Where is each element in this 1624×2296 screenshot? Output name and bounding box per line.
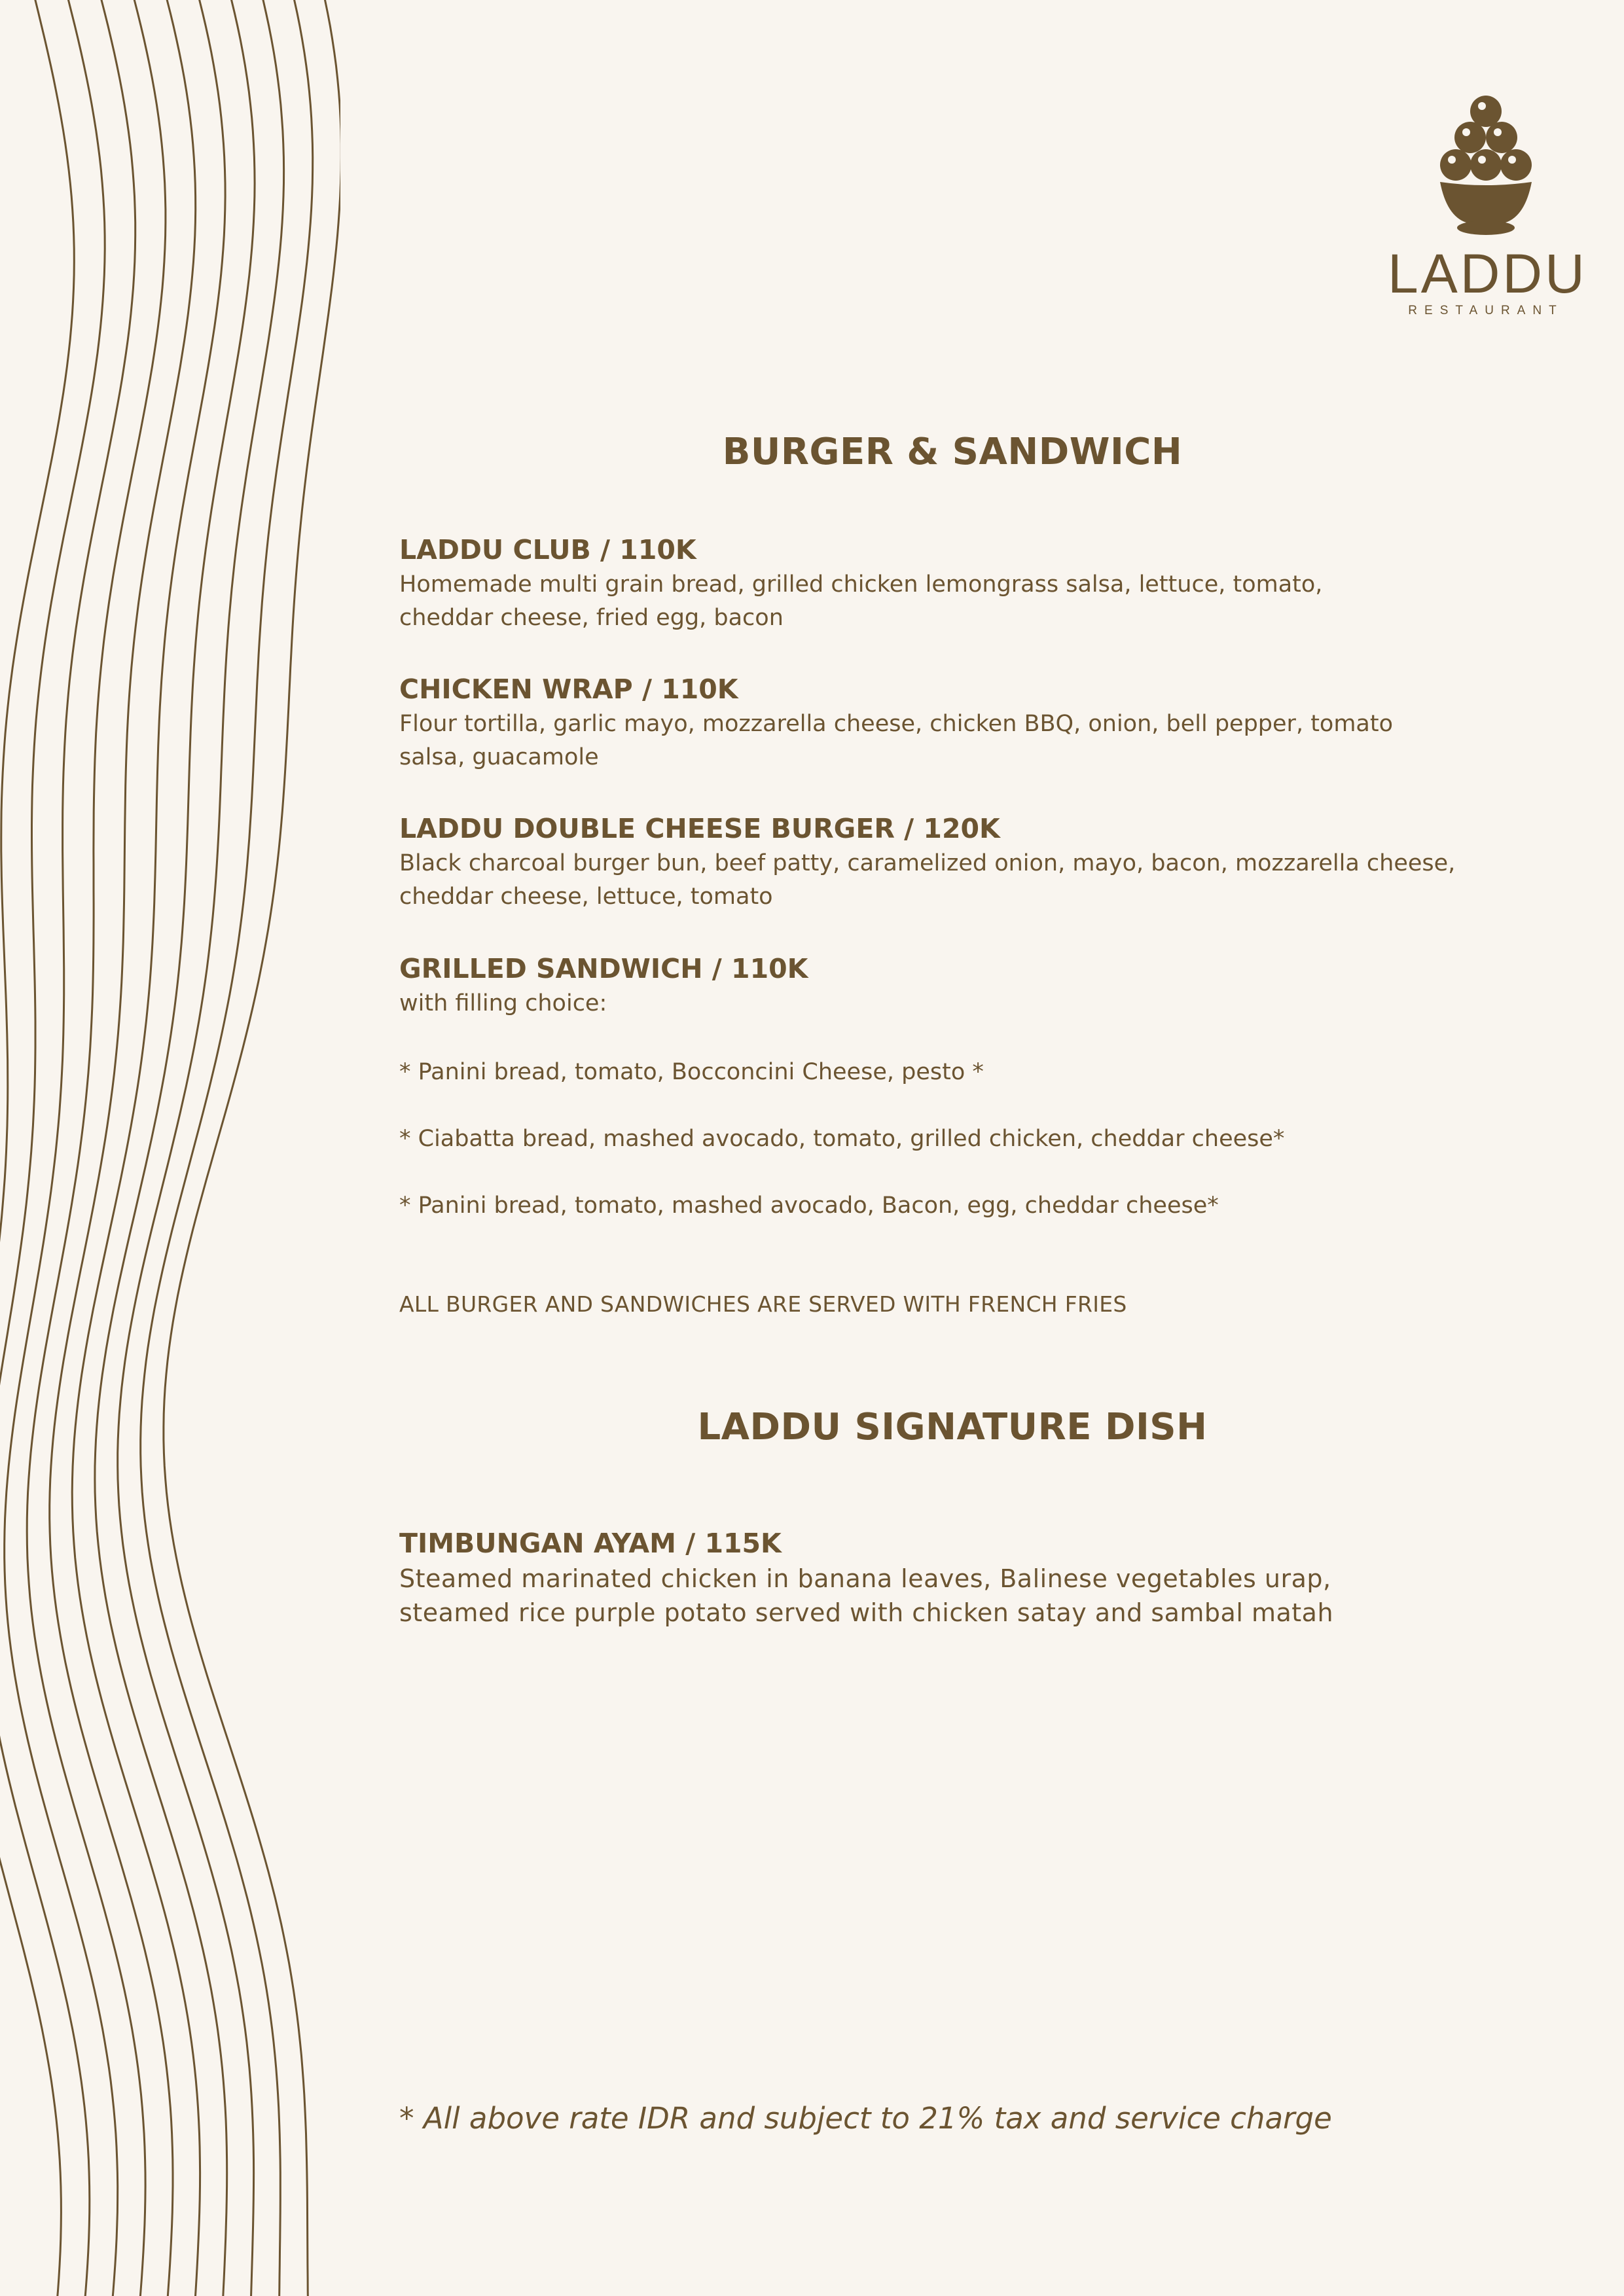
section-title-burger-sandwich: BURGER & SANDWICH [722, 431, 1183, 473]
menu-item-chicken-wrap [399, 671, 1512, 774]
decorative-wave-lines [0, 0, 340, 2296]
menu-item-title: GRILLED SANDWICH / 110K [399, 953, 808, 984]
brand-subtitle: RESTAURANT [1408, 304, 1564, 317]
laddu-logo [1388, 92, 1587, 318]
filling-choice: * Ciabatta bread, mashed avocado, tomato, grilled chicken, cheddar cheese* [399, 1126, 1285, 1152]
wave-line [0, 0, 105, 2296]
menu-item-title: LADDU DOUBLE CHEESE BURGER / 120K [399, 813, 1000, 844]
menu-item-laddu-club [399, 531, 1512, 635]
filling-choice: * Panini bread, tomato, Bocconcini Cheese, pesto * [399, 1059, 984, 1085]
menu-item-description-line: with filling choice: [399, 990, 607, 1016]
tax-footnote: * All above rate IDR and subject to 21% tax and service charge [399, 2101, 1332, 2136]
menu-item-title: LADDU CLUB / 110K [399, 534, 696, 565]
menu-item-double-cheese-burger [399, 810, 1512, 914]
menu-item-title: CHICKEN WRAP / 110K [399, 673, 738, 705]
brand-name: LADDU [1388, 243, 1587, 304]
wave-line [164, 0, 340, 2296]
menu-item-description-line: Flour tortilla, garlic mayo, mozzarella cheese, chicken BBQ, onion, bell pepper, tomato [399, 711, 1394, 737]
filling-choice: * Panini bread, tomato, mashed avocado, Bacon, egg, cheddar cheese* [399, 1193, 1219, 1219]
wave-line [0, 0, 74, 2296]
laddu-bowl-icon [1427, 92, 1545, 242]
menu-item-description-line: steamed rice purple potato served with chicken satay and sambal matah [399, 1598, 1334, 1627]
menu-item-title: TIMBUNGAN AYAM / 115K [399, 1528, 782, 1559]
menu-item-description-line: salsa, guacamole [399, 744, 599, 770]
section-title-signature-dish: LADDU SIGNATURE DISH [697, 1406, 1208, 1448]
menu-item-timbungan-ayam [399, 1525, 1512, 1630]
menu-item-grilled-sandwich [399, 950, 1512, 1020]
menu-item-description-line: cheddar cheese, fried egg, bacon [399, 605, 784, 631]
menu-item-description-line: Black charcoal burger bun, beef patty, caramelized onion, mayo, bacon, mozzarella cheese, [399, 850, 1456, 876]
menu-item-description-line: Homemade multi grain bread, grilled chicken lemongrass salsa, lettuce, tomato, [399, 571, 1323, 598]
served-with-note: ALL BURGER AND SANDWICHES ARE SERVED WITH FRENCH FRIES [399, 1291, 1127, 1317]
menu-item-description-line: Steamed marinated chicken in banana leaves, Balinese vegetables urap, [399, 1564, 1331, 1593]
menu-item-description-line: cheddar cheese, lettuce, tomato [399, 884, 773, 910]
